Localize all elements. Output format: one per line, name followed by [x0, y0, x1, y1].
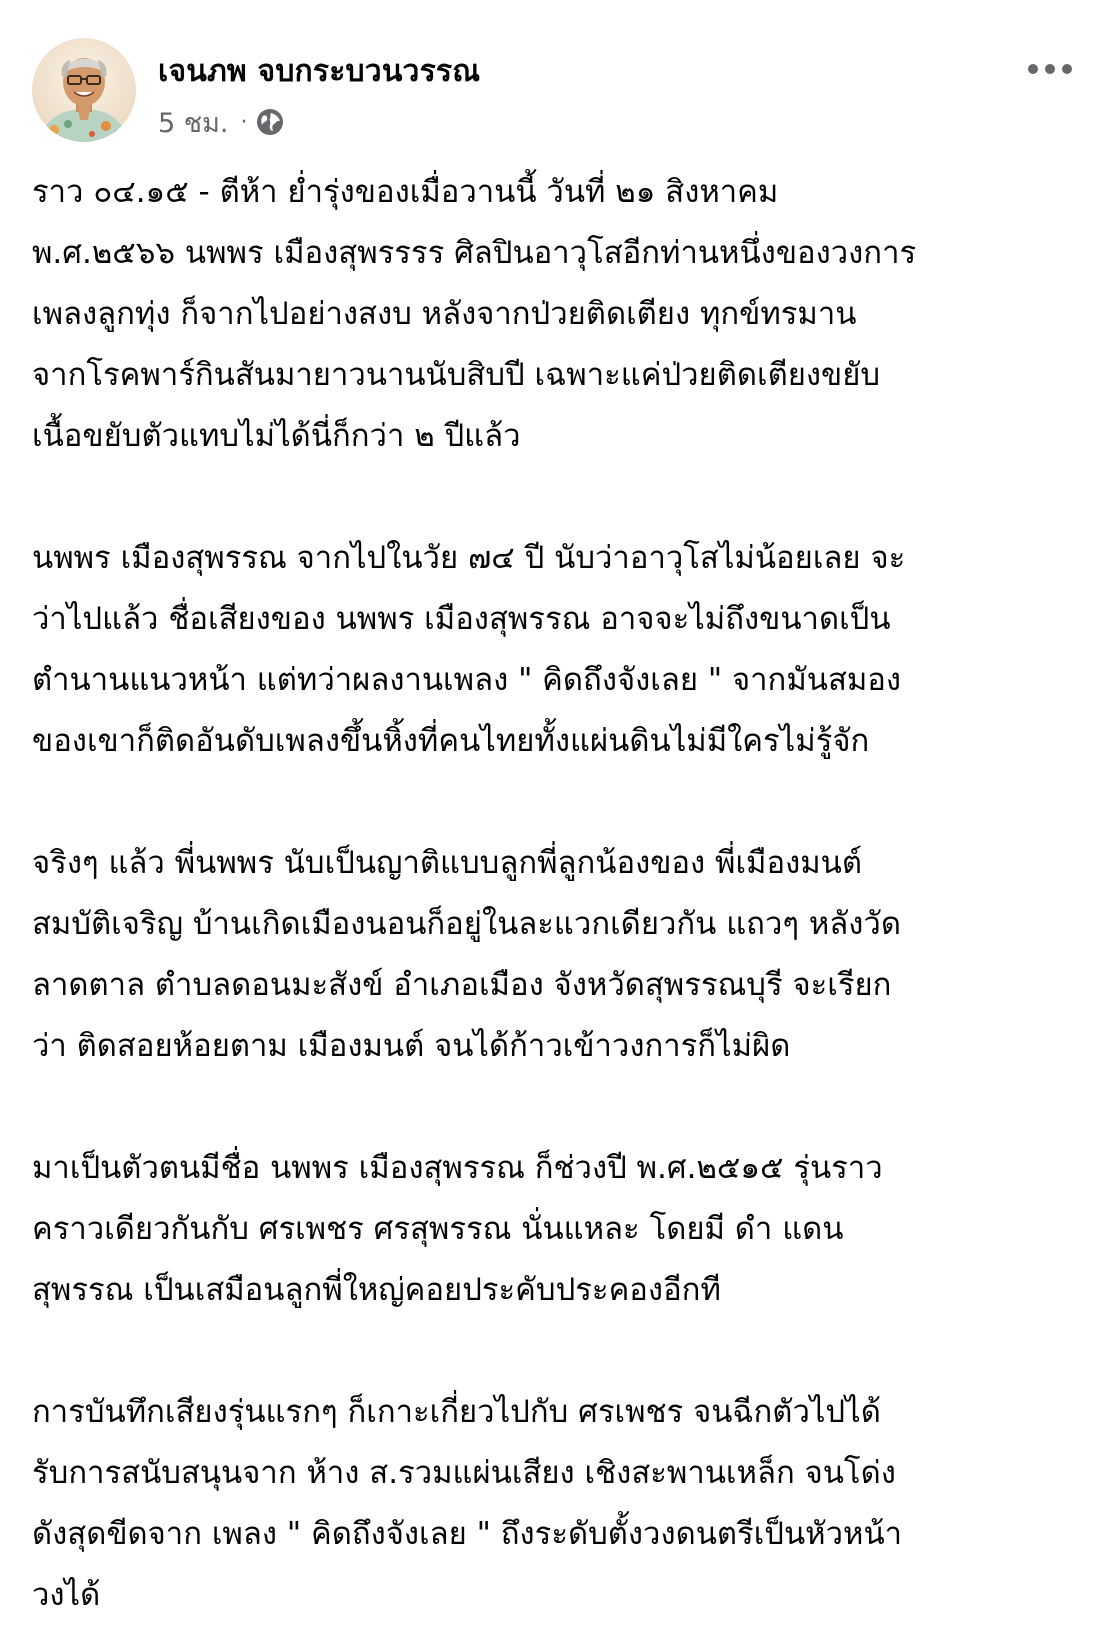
post-text-line: ของเขาก็ติดอันดับเพลงขึ้นหิ้งที่คนไทยทั้งแผ่นดินไม่มีใครไม่รู้จัก: [32, 723, 870, 759]
author-name[interactable]: เจนภพ จบกระบวนวรรณ: [158, 54, 481, 89]
author-avatar[interactable]: [32, 38, 136, 142]
post-text-line: ตำนานแนวหน้า แต่ทว่าผลงานเพลง " คิดถึงจังเลย " จากมันสมอง: [32, 662, 902, 698]
post-text-line: นพพร เมืองสุพรรณ จากไปในวัย ๗๔ ปี นับว่าอาวุโสไม่น้อยเลย จะ: [32, 540, 906, 576]
post-timestamp[interactable]: 5 ชม.: [158, 107, 229, 139]
more-dot-icon: [1028, 64, 1038, 74]
post-text-line: ดังสุดขีดจาก เพลง " คิดถึงจังเลย " ถึงระดับตั้งวงดนตรีเป็นหัวหน้า: [32, 1516, 903, 1552]
post-paragraph: [32, 528, 1087, 772]
post-text-line: สุพรรณ เป็นเสมือนลูกพี่ใหญ่คอยประคับประคองอีกที: [32, 1272, 721, 1308]
post-body: [32, 162, 1087, 1626]
post-text-line: จริงๆ แล้ว พี่นพพร นับเป็นญาติแบบลูกพี่ลูกน้องของ พี่เมืองมนต์: [32, 845, 863, 881]
more-dot-icon: [1062, 64, 1072, 74]
post-meta: [158, 102, 285, 142]
post-text-line: ว่า ติดสอยห้อยตาม เมืองมนต์ จนได้ก้าวเข้าวงการก็ไม่ผิด: [32, 1028, 791, 1064]
post-paragraph: [32, 162, 1087, 467]
avatar-photo-icon: [32, 38, 136, 142]
more-dot-icon: [1045, 64, 1055, 74]
post-text-line: รับการสนับสนุนจาก ห้าง ส.รวมแผ่นเสียง เชิงสะพานเหล็ก จนโด่ง: [32, 1455, 896, 1491]
post-text-line: พ.ศ.๒๕๖๖ นพพร เมืองสุพรรรร ศิลปินอาวุโสอีกท่านหนึ่งของวงการ: [32, 235, 917, 271]
post-text-line: ว่าไปแล้ว ชื่อเสียงของ นพพร เมืองสุพรรณ อาจจะไม่ถึงขนาดเป็น: [32, 601, 891, 637]
post-text-line: การบันทึกเสียงรุ่นแรกๆ ก็เกาะเกี่ยวไปกับ ศรเพชร จนฉีกตัวไปได้: [32, 1394, 881, 1430]
globe-icon: [255, 107, 285, 137]
post-text-line: จากโรคพาร์กินสันมายาวนานนับสิบปี เฉพาะแค่ป่วยติดเตียงขยับ: [32, 357, 881, 393]
meta-separator: ·: [240, 109, 248, 135]
post-paragraph: [32, 1382, 1087, 1626]
post-text-line: ราว ๐๔.๑๕ - ตีห้า ย่ำรุ่งของเมื่อวานนี้ วันที่ ๒๑ สิงหาคม: [32, 174, 779, 210]
post-text-line: เนื้อขยับตัวแทบไม่ได้นี่ก็กว่า ๒ ปีแล้ว: [32, 418, 521, 454]
post-text-line: ลาดตาล ตำบลดอนมะสังข์ อำเภอเมือง จังหวัดสุพรรณบุรี จะเรียก: [32, 967, 892, 1003]
post-text-line: คราวเดียวกันกับ ศรเพชร ศรสุพรรณ นั่นแหละ โดยมี ดำ แดน: [32, 1211, 844, 1247]
post-paragraph: [32, 833, 1087, 1077]
more-options-button[interactable]: [1020, 54, 1080, 84]
post-header: [32, 38, 1080, 148]
post-text-line: วงได้: [32, 1577, 101, 1613]
post-text-line: มาเป็นตัวตนมีชื่อ นพพร เมืองสุพรรณ ก็ช่วงปี พ.ศ.๒๕๑๕ รุ่นราว: [32, 1150, 883, 1186]
post-text-line: สมบัติเจริญ บ้านเกิดเมืองนอนก็อยู่ในละแวกเดียวกัน แถวๆ หลังวัด: [32, 906, 901, 942]
post-paragraph: [32, 1138, 1087, 1321]
post-text-line: เพลงลูกทุ่ง ก็จากไปอย่างสงบ หลังจากป่วยติดเตียง ทุกข์ทรมาน: [32, 296, 857, 332]
